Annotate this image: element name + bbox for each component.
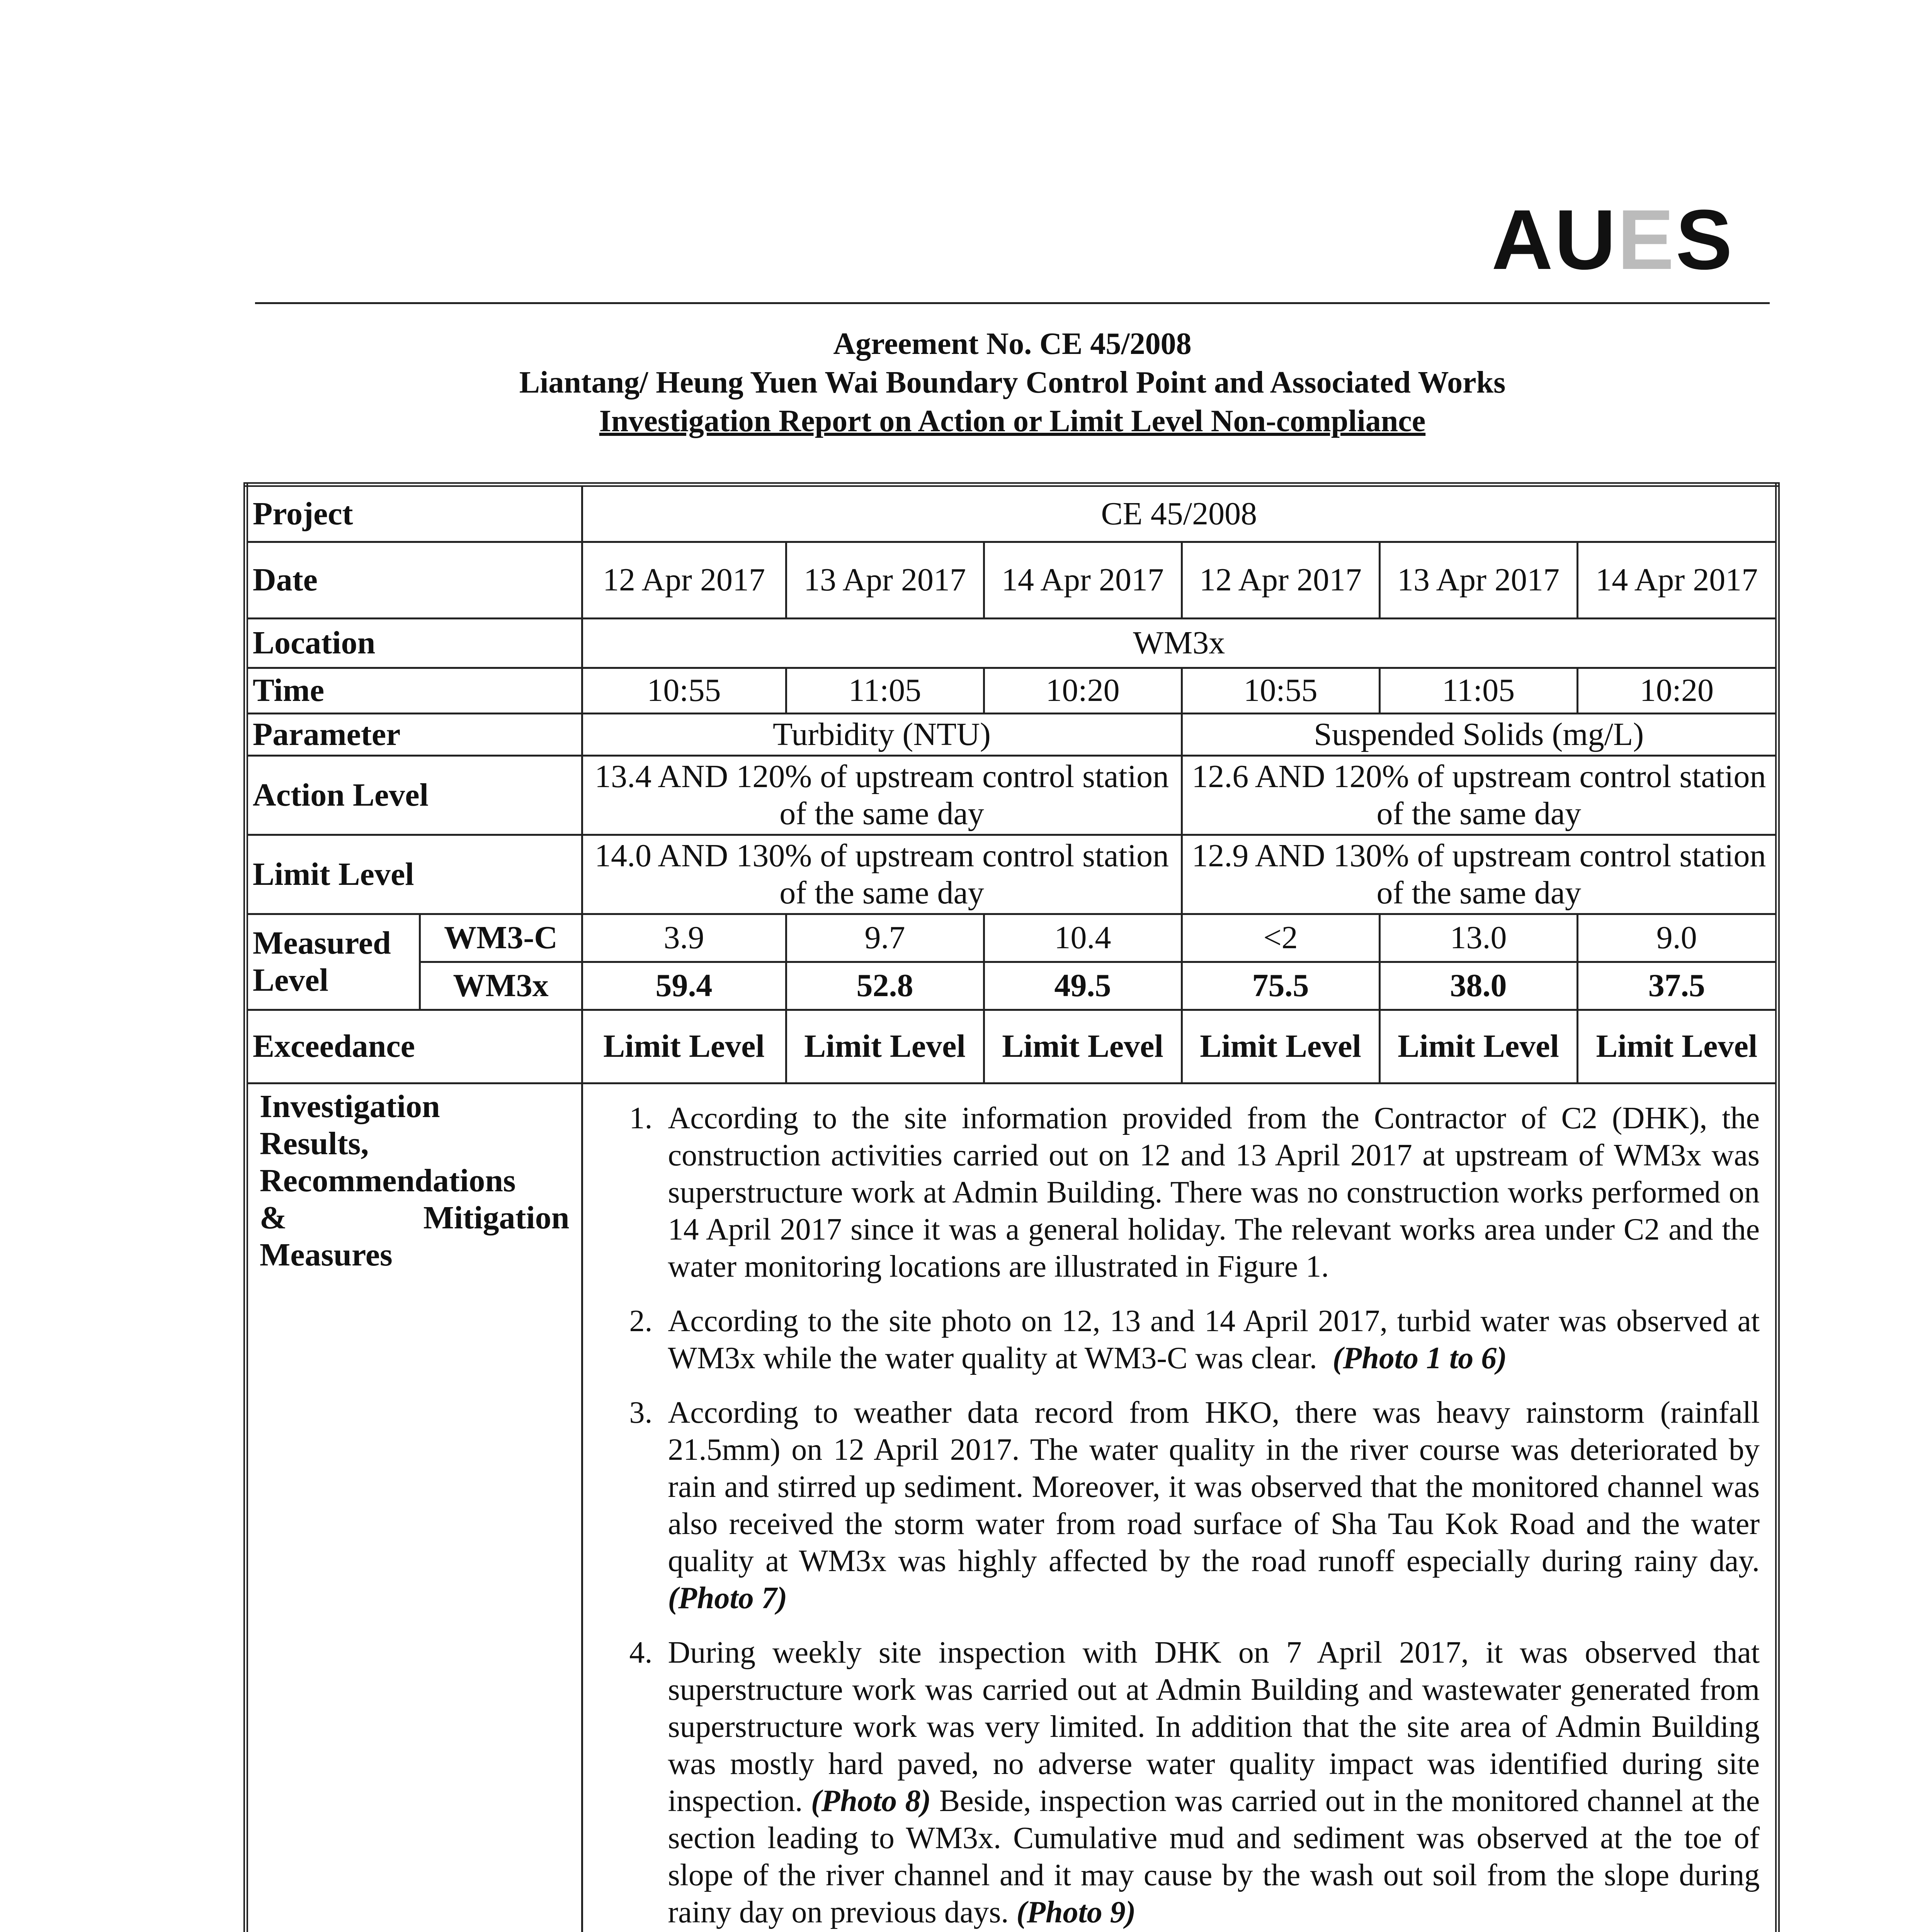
finding-item-4: 4. During weekly site inspection with DHK on 7 April 2017, it was observed that superstructure work was carried out at Admin Building and wastewater generated from superstructure work was very limited. In addition that the site area of Admin Building was mostly hard paved, no adverse water quality impact was identified during site inspection. (Photo 8) Beside, inspection was carried out in the monitored channel at the section leading to WM3x. Cumulative mud and sediment was observed at the toe of slope of the river channel and it may cause by the wash out soil from the slope during rainy day on previous days. (Photo 9) [660,1634,1760,1931]
measured-value: 10.4 [984,914,1182,962]
photo-ref: (Photo 1 to 6) [1332,1341,1507,1375]
date-cell: 13 Apr 2017 [1379,542,1577,618]
investigation-table [243,482,1780,1932]
station-wm3x-label: WM3x [420,962,582,1010]
row-limit-level [246,835,1777,914]
date-cell: 13 Apr 2017 [786,542,984,618]
row-action-level [246,755,1777,835]
time-cell: 10:20 [984,668,1182,713]
row-parameter [246,713,1777,755]
row-location [246,618,1777,668]
action-level-turbidity: 13.4 AND 120% of upstream control station of the same day [582,755,1182,835]
action-level-suspended-solids: 12.6 AND 120% of upstream control station of the same day [1182,755,1777,835]
station-wm3c-label: WM3-C [420,914,582,962]
time-cell: 11:05 [786,668,984,713]
header-rule [255,302,1770,304]
photo-ref: (Photo 7) [668,1581,787,1615]
photo-ref: (Photo 9) [1016,1895,1136,1929]
row-exceedance [246,1010,1777,1083]
photo-ref: (Photo 8) [811,1784,931,1818]
location-label: Location [246,618,582,668]
agreement-number: Agreement No. CE 45/2008 [833,327,1192,361]
row-time [246,668,1777,713]
investigation-label: Investigation Results, Recommendations & Mitigation Measures [246,1083,582,1932]
exceedance-cell: Limit Level [786,1010,984,1083]
exceedance-cell: Limit Level [1379,1010,1577,1083]
project-name: Liantang/ Heung Yuen Wai Boundary Control Point and Associated Works [519,366,1506,400]
measured-value: 13.0 [1379,914,1577,962]
measured-value: 3.9 [582,914,786,962]
exceedance-cell: Limit Level [1577,1010,1777,1083]
exceedance-cell: Limit Level [1182,1010,1379,1083]
row-project [246,485,1777,542]
measured-value: 9.0 [1577,914,1777,962]
limit-level-turbidity: 14.0 AND 130% of upstream control station of the same day [582,835,1182,914]
exceedance-cell: Limit Level [984,1010,1182,1083]
measured-value: <2 [1182,914,1379,962]
parameter-turbidity: Turbidity (NTU) [582,713,1182,755]
time-cell: 10:55 [1182,668,1379,713]
row-measured-wm3x [246,962,1777,1010]
project-value: CE 45/2008 [582,485,1777,542]
finding-item-2: 2. According to the site photo on 12, 13 and 14 April 2017, turbid water was observed at WM3x while the water quality at WM3-C was clear. (Photo 1 to 6) [660,1303,1760,1377]
measured-value-exceed: 49.5 [984,962,1182,1010]
time-cell: 10:55 [582,668,786,713]
parameter-label: Parameter [246,713,582,755]
exceedance-cell: Limit Level [582,1010,786,1083]
finding-item-1: 1. According to the site information provided from the Contractor of C2 (DHK), the construction activities carried out on 12 and 13 April 2017 at upstream of WM3x was superstructure work at Admin Building. There was no construction works performed on 14 April 2017 since it was a general holiday. The relevant works area under C2 and the water monitoring locations are illustrated in Figure 1. [660,1100,1760,1285]
project-label: Project [246,485,582,542]
measured-level-label: Measured Level [246,914,420,1010]
measured-value-exceed: 75.5 [1182,962,1379,1010]
document-title [255,325,1770,440]
row-date [246,542,1777,618]
time-cell: 10:20 [1577,668,1777,713]
company-logo: AUES [1492,192,1734,287]
measured-value: 9.7 [786,914,984,962]
limit-level-label: Limit Level [246,835,582,914]
exceedance-label: Exceedance [246,1010,582,1083]
time-label: Time [246,668,582,713]
parameter-suspended-solids: Suspended Solids (mg/L) [1182,713,1777,755]
action-level-label: Action Level [246,755,582,835]
time-cell: 11:05 [1379,668,1577,713]
row-investigation [246,1083,1777,1932]
location-value: WM3x [582,618,1777,668]
limit-level-suspended-solids: 12.9 AND 130% of upstream control station of the same day [1182,835,1777,914]
date-cell: 14 Apr 2017 [1577,542,1777,618]
date-cell: 12 Apr 2017 [582,542,786,618]
measured-value-exceed: 37.5 [1577,962,1777,1010]
measured-value-exceed: 52.8 [786,962,984,1010]
date-cell: 12 Apr 2017 [1182,542,1379,618]
report-title: Investigation Report on Action or Limit Level Non-compliance [599,404,1426,438]
finding-item-3: 3. According to weather data record from HKO, there was heavy rainstorm (rainfall 21.5mm) on 12 April 2017. The water quality in the river course was deteriorated by rain and stirred up sediment. Moreover, it was observed that the monitored channel was also received the storm water from road surface of Sha Tau Kok Road and the water quality at WM3x was highly affected by the road runoff especially during rainy day. (Photo 7) [660,1394,1760,1617]
date-label: Date [246,542,582,618]
date-cell: 14 Apr 2017 [984,542,1182,618]
measured-value-exceed: 38.0 [1379,962,1577,1010]
findings-list [599,1100,1760,1932]
investigation-content [582,1083,1777,1932]
measured-value-exceed: 59.4 [582,962,786,1010]
row-measured-wm3c [246,914,1777,962]
